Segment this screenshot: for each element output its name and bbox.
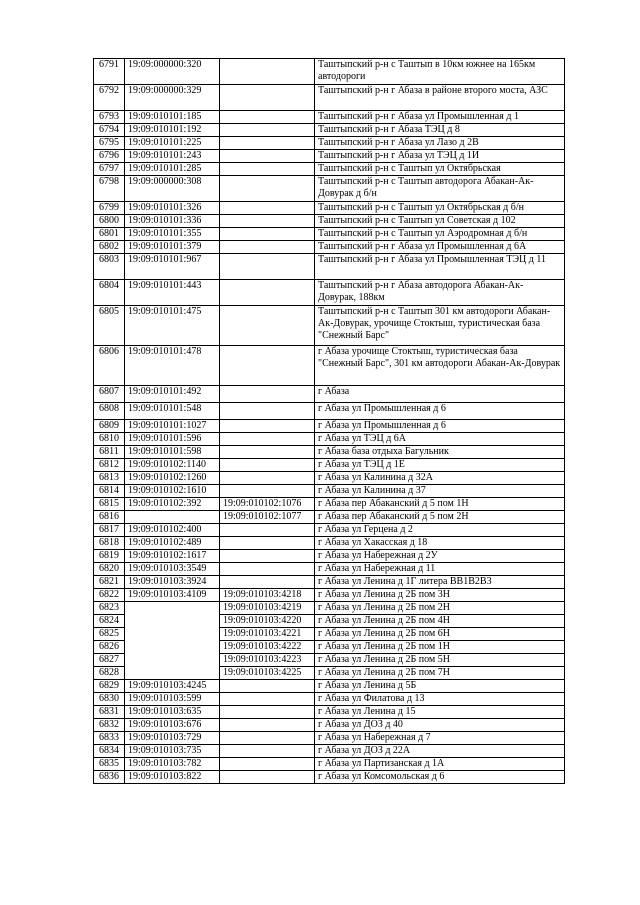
cadastral-number: 19:09:010101:598 [125, 446, 220, 459]
table-row [94, 641, 565, 654]
cadastral-number: 19:09:010101:596 [125, 433, 220, 446]
sub-cadastral-number [220, 719, 315, 732]
table-row [94, 403, 565, 420]
row-number: 6814 [94, 485, 125, 498]
table-row [94, 589, 565, 602]
address: г Абаза пер Абаканский д 5 пом 1Н [315, 498, 565, 511]
address: г Абаза ул Ленина д 2Б пом 1Н [315, 641, 565, 654]
row-number: 6815 [94, 498, 125, 511]
table-row [94, 485, 565, 498]
table-row [94, 498, 565, 511]
row-number: 6827 [94, 654, 125, 667]
table-row [94, 85, 565, 111]
row-number: 6816 [94, 511, 125, 524]
sub-cadastral-number [220, 150, 315, 163]
cadastral-number [125, 615, 220, 628]
sub-cadastral-number [220, 403, 315, 420]
sub-cadastral-number: 19:09:010103:4225 [220, 667, 315, 680]
sub-cadastral-number: 19:09:010103:4219 [220, 602, 315, 615]
table-row [94, 693, 565, 706]
cadastral-number: 19:09:010101:379 [125, 241, 220, 254]
row-number: 6805 [94, 306, 125, 346]
sub-cadastral-number [220, 306, 315, 346]
row-number: 6807 [94, 386, 125, 403]
sub-cadastral-number [220, 771, 315, 784]
cadastral-number: 19:09:010101:336 [125, 215, 220, 228]
sub-cadastral-number [220, 680, 315, 693]
cadastral-number: 19:09:010101:492 [125, 386, 220, 403]
row-number: 6799 [94, 202, 125, 215]
cadastral-number: 19:09:010101:225 [125, 137, 220, 150]
cadastral-number: 19:09:010102:1617 [125, 550, 220, 563]
row-number: 6825 [94, 628, 125, 641]
sub-cadastral-number [220, 124, 315, 137]
table-row [94, 511, 565, 524]
table-row [94, 241, 565, 254]
address: г Абаза пер Абаканский д 5 пом 2Н [315, 511, 565, 524]
row-number: 6803 [94, 254, 125, 280]
table-row [94, 680, 565, 693]
address: Таштыпский р-н с Таштып ул Октябрьская д б/н [315, 202, 565, 215]
property-table [93, 58, 565, 784]
cadastral-number: 19:09:010102:1260 [125, 472, 220, 485]
address: г Абаза ул ТЭЦ д 6А [315, 433, 565, 446]
address: г Абаза ул Промышленная д 6 [315, 403, 565, 420]
sub-cadastral-number: 19:09:010103:4220 [220, 615, 315, 628]
row-number: 6829 [94, 680, 125, 693]
address: г Абаза база отдыха Багульник [315, 446, 565, 459]
address: г Абаза ул ДОЗ д 22А [315, 745, 565, 758]
sub-cadastral-number [220, 693, 315, 706]
sub-cadastral-number [220, 446, 315, 459]
address: Таштыпский р-н с Таштып в 10км южнее на 165км автодороги [315, 59, 565, 85]
cadastral-number: 19:09:010101:355 [125, 228, 220, 241]
sub-cadastral-number: 19:09:010102:1077 [220, 511, 315, 524]
address: г Абаза ул Набережная д 2У [315, 550, 565, 563]
table-row [94, 771, 565, 784]
table-row [94, 111, 565, 124]
row-number: 6833 [94, 732, 125, 745]
sub-cadastral-number [220, 745, 315, 758]
row-number: 6832 [94, 719, 125, 732]
row-number: 6828 [94, 667, 125, 680]
table-row [94, 420, 565, 433]
row-number: 6796 [94, 150, 125, 163]
cadastral-number: 19:09:010103:782 [125, 758, 220, 771]
sub-cadastral-number [220, 280, 315, 306]
row-number: 6800 [94, 215, 125, 228]
address: г Абаза ул Промышленная д 6 [315, 420, 565, 433]
table-row [94, 202, 565, 215]
table-row [94, 228, 565, 241]
address: Таштыпский р-н г Абаза ул Промышленная д 1 [315, 111, 565, 124]
cadastral-number: 19:09:010103:3924 [125, 576, 220, 589]
address: Таштыпский р-н г Абаза в районе второго моста, АЗС [315, 85, 565, 111]
row-number: 6821 [94, 576, 125, 589]
row-number: 6791 [94, 59, 125, 85]
cadastral-number: 19:09:010103:4109 [125, 589, 220, 602]
sub-cadastral-number [220, 137, 315, 150]
table-row [94, 386, 565, 403]
row-number: 6822 [94, 589, 125, 602]
cadastral-number [125, 511, 220, 524]
address: Таштыпский р-н г Абаза автодорога Абакан-Ак-Довурак, 188км [315, 280, 565, 306]
cadastral-number: 19:09:010103:4245 [125, 680, 220, 693]
cadastral-number: 19:09:010103:599 [125, 693, 220, 706]
address: г Абаза ул Ленина д 1Г литера ВВ1В2В3 [315, 576, 565, 589]
row-number: 6793 [94, 111, 125, 124]
row-number: 6831 [94, 706, 125, 719]
row-number: 6817 [94, 524, 125, 537]
cadastral-number: 19:09:010103:3549 [125, 563, 220, 576]
table-row [94, 254, 565, 280]
cadastral-number: 19:09:010103:735 [125, 745, 220, 758]
address: г Абаза ул Комсомольская д 6 [315, 771, 565, 784]
table-row [94, 719, 565, 732]
row-number: 6834 [94, 745, 125, 758]
sub-cadastral-number [220, 706, 315, 719]
sub-cadastral-number [220, 563, 315, 576]
row-number: 6823 [94, 602, 125, 615]
row-number: 6812 [94, 459, 125, 472]
address: г Абаза ул Филатова д 13 [315, 693, 565, 706]
row-number: 6830 [94, 693, 125, 706]
sub-cadastral-number [220, 228, 315, 241]
address: г Абаза ул Ленина д 2Б пом 6Н [315, 628, 565, 641]
sub-cadastral-number [220, 472, 315, 485]
address: г Абаза ул Ленина д 15 [315, 706, 565, 719]
address: Таштыпский р-н г Абаза ул ТЭЦ д 1И [315, 150, 565, 163]
row-number: 6794 [94, 124, 125, 137]
table-row [94, 602, 565, 615]
sub-cadastral-number [220, 485, 315, 498]
table-row [94, 706, 565, 719]
table-row [94, 280, 565, 306]
cadastral-number: 19:09:010101:548 [125, 403, 220, 420]
table-row [94, 176, 565, 202]
cadastral-number: 19:09:010101:285 [125, 163, 220, 176]
address: г Абаза ул Ленина д 2Б пом 5Н [315, 654, 565, 667]
table-row [94, 537, 565, 550]
address: Таштыпский р-н г Абаза ул Лазо д 2В [315, 137, 565, 150]
row-number: 6795 [94, 137, 125, 150]
table-row [94, 576, 565, 589]
cadastral-number: 19:09:010101:326 [125, 202, 220, 215]
address: г Абаза ул Набережная д 11 [315, 563, 565, 576]
address: Таштыпский р-н с Таштып автодорога Абакан-Ак-Довурак д б/н [315, 176, 565, 202]
cadastral-number: 19:09:010101:478 [125, 346, 220, 386]
cadastral-number [125, 667, 220, 680]
row-number: 6804 [94, 280, 125, 306]
table-row [94, 59, 565, 85]
row-number: 6818 [94, 537, 125, 550]
table-row [94, 758, 565, 771]
address: Таштыпский р-н с Таштып ул Октябрьская [315, 163, 565, 176]
row-number: 6836 [94, 771, 125, 784]
sub-cadastral-number [220, 346, 315, 386]
address: Таштыпский р-н г Абаза ТЭЦ д 8 [315, 124, 565, 137]
address: Таштыпский р-н с Таштып ул Аэродромная д б/н [315, 228, 565, 241]
table-row [94, 163, 565, 176]
address: г Абаза ул Хакасская д 18 [315, 537, 565, 550]
address: г Абаза ул Партизанская д 1А [315, 758, 565, 771]
address: Таштыпский р-н с Таштып ул Советская д 102 [315, 215, 565, 228]
table-row [94, 306, 565, 346]
cadastral-number: 19:09:010103:822 [125, 771, 220, 784]
row-number: 6802 [94, 241, 125, 254]
sub-cadastral-number [220, 420, 315, 433]
cadastral-number [125, 641, 220, 654]
row-number: 6820 [94, 563, 125, 576]
row-number: 6826 [94, 641, 125, 654]
sub-cadastral-number: 19:09:010103:4223 [220, 654, 315, 667]
address: г Абаза ул Калинина д 32А [315, 472, 565, 485]
row-number: 6798 [94, 176, 125, 202]
cadastral-number: 19:09:010101:443 [125, 280, 220, 306]
table-row [94, 137, 565, 150]
cadastral-number: 19:09:010102:392 [125, 498, 220, 511]
sub-cadastral-number [220, 241, 315, 254]
table-row [94, 732, 565, 745]
cadastral-number: 19:09:010102:489 [125, 537, 220, 550]
row-number: 6813 [94, 472, 125, 485]
address: г Абаза ул Набережная д 7 [315, 732, 565, 745]
sub-cadastral-number [220, 524, 315, 537]
table-row [94, 628, 565, 641]
table-row [94, 150, 565, 163]
cadastral-number: 19:09:010103:676 [125, 719, 220, 732]
address: Таштыпский р-н г Абаза ул Промышленная д 6А [315, 241, 565, 254]
cadastral-number: 19:09:010102:1140 [125, 459, 220, 472]
address: г Абаза урочище Стоктыш, туристическая база "Снежный Барс", 301 км автодороги Абакан-Ак-Довурак [315, 346, 565, 386]
cadastral-number: 19:09:010101:967 [125, 254, 220, 280]
cadastral-number: 19:09:000000:329 [125, 85, 220, 111]
row-number: 6809 [94, 420, 125, 433]
sub-cadastral-number [220, 537, 315, 550]
cadastral-number [125, 654, 220, 667]
table-body [94, 59, 565, 784]
row-number: 6810 [94, 433, 125, 446]
address: г Абаза ул Ленина д 2Б пом 4Н [315, 615, 565, 628]
table-row [94, 654, 565, 667]
sub-cadastral-number [220, 85, 315, 111]
table-row [94, 667, 565, 680]
table-row [94, 215, 565, 228]
sub-cadastral-number [220, 254, 315, 280]
sub-cadastral-number [220, 758, 315, 771]
table-row [94, 459, 565, 472]
address: г Абаза ул ТЭЦ д 1Е [315, 459, 565, 472]
address: г Абаза ул Ленина д 2Б пом 2Н [315, 602, 565, 615]
address: г Абаза ул Ленина д 2Б пом 7Н [315, 667, 565, 680]
row-number: 6806 [94, 346, 125, 386]
cadastral-number: 19:09:010101:1027 [125, 420, 220, 433]
table-row [94, 524, 565, 537]
sub-cadastral-number [220, 176, 315, 202]
sub-cadastral-number [220, 111, 315, 124]
row-number: 6808 [94, 403, 125, 420]
cadastral-number: 19:09:000000:308 [125, 176, 220, 202]
sub-cadastral-number [220, 459, 315, 472]
address: г Абаза ул Ленина д 5Б [315, 680, 565, 693]
table-row [94, 433, 565, 446]
cadastral-number: 19:09:010102:1610 [125, 485, 220, 498]
table-row [94, 124, 565, 137]
row-number: 6811 [94, 446, 125, 459]
sub-cadastral-number [220, 732, 315, 745]
cadastral-number: 19:09:010103:729 [125, 732, 220, 745]
table-row [94, 550, 565, 563]
row-number: 6792 [94, 85, 125, 111]
cadastral-number [125, 628, 220, 641]
table-row [94, 472, 565, 485]
cadastral-number: 19:09:010101:475 [125, 306, 220, 346]
cadastral-number: 19:09:010102:400 [125, 524, 220, 537]
row-number: 6801 [94, 228, 125, 241]
address: г Абаза [315, 386, 565, 403]
sub-cadastral-number [220, 59, 315, 85]
cadastral-number: 19:09:010101:192 [125, 124, 220, 137]
address: г Абаза ул Ленина д 2Б пом 3Н [315, 589, 565, 602]
table-row [94, 563, 565, 576]
sub-cadastral-number: 19:09:010103:4221 [220, 628, 315, 641]
sub-cadastral-number [220, 215, 315, 228]
address: г Абаза ул Герцена д 2 [315, 524, 565, 537]
cadastral-number [125, 602, 220, 615]
row-number: 6835 [94, 758, 125, 771]
row-number: 6797 [94, 163, 125, 176]
address: Таштыпский р-н г Абаза ул Промышленная ТЭЦ д 11 [315, 254, 565, 280]
address: Таштыпский р-н с Таштып 301 км автодороги Абакан-Ак-Довурак, урочище Стоктыш, туристическая база "Снежный Барс" [315, 306, 565, 346]
sub-cadastral-number [220, 550, 315, 563]
sub-cadastral-number [220, 202, 315, 215]
sub-cadastral-number [220, 576, 315, 589]
sub-cadastral-number: 19:09:010102:1076 [220, 498, 315, 511]
table-row [94, 745, 565, 758]
cadastral-number: 19:09:000000:320 [125, 59, 220, 85]
table-row [94, 446, 565, 459]
cadastral-number: 19:09:010101:243 [125, 150, 220, 163]
table-row [94, 615, 565, 628]
address: г Абаза ул ДОЗ д 40 [315, 719, 565, 732]
sub-cadastral-number [220, 433, 315, 446]
sub-cadastral-number [220, 163, 315, 176]
row-number: 6819 [94, 550, 125, 563]
sub-cadastral-number: 19:09:010103:4222 [220, 641, 315, 654]
address: г Абаза ул Калинина д 37 [315, 485, 565, 498]
cadastral-number: 19:09:010103:635 [125, 706, 220, 719]
row-number: 6824 [94, 615, 125, 628]
sub-cadastral-number: 19:09:010103:4218 [220, 589, 315, 602]
cadastral-number: 19:09:010101:185 [125, 111, 220, 124]
sub-cadastral-number [220, 386, 315, 403]
table-row [94, 346, 565, 386]
